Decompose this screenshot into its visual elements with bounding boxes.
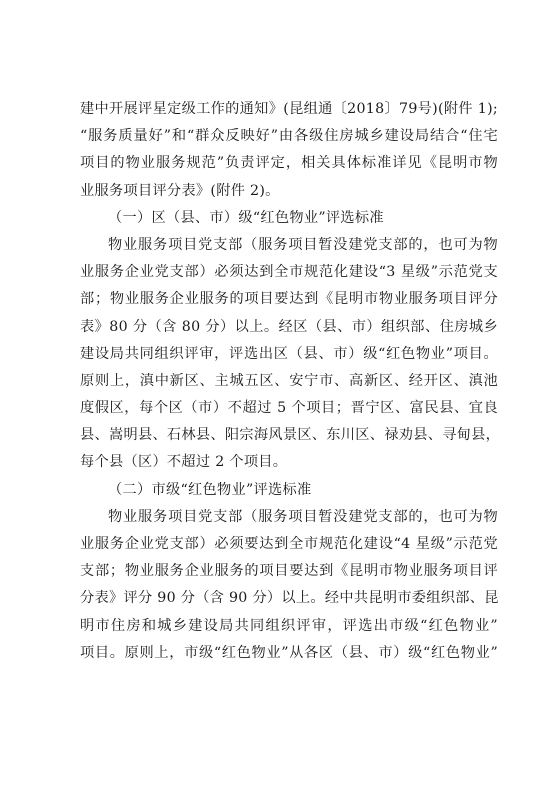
- body-line: 项目的物业服务规范”负责评定，相关具体标准详见《昆明市物: [80, 155, 498, 172]
- body-line: 业服务项目评分表》(附件 2)。: [80, 182, 280, 199]
- section-heading-city: （二）市级“红色物业”评选标准: [108, 481, 312, 498]
- document-body: [80, 96, 501, 667]
- body-line: 每个县（区）不超过 2 个项目。: [80, 454, 288, 471]
- body-line: 部；物业服务企业服务的项目要达到《昆明市物业服务项目评分: [80, 291, 498, 308]
- body-line: 建中开展评星定级工作的通知》(昆组通〔2018〕79号)(附件 1);: [80, 101, 498, 117]
- body-line: 项目。原则上，市级“红色物业”从各区（县、市）级“红色物业”: [80, 644, 498, 661]
- body-line: 物业服务项目党支部（服务项目暂没建党支部的，也可为物: [108, 236, 498, 253]
- body-line: 物业服务项目党支部（服务项目暂没建党支部的，也可为物: [108, 508, 498, 525]
- body-line: 表》80 分（含 80 分）以上。经区（县、市）组织部、住房城乡: [80, 318, 498, 335]
- body-line: 建设局共同组织评审，评选出区（县、市）级“红色物业”项目。: [80, 345, 498, 362]
- body-line: 支部；物业服务企业服务的项目要达到《昆明市物业服务项目评: [80, 563, 498, 580]
- body-line: 业服务企业党支部）必须达到全市规范化建设“3 星级”示范党支: [80, 264, 498, 281]
- body-line: 明市住房和城乡建设局共同组织评审，评选出市级“红色物业”: [80, 617, 498, 634]
- body-line: 分表》评分 90 分（含 90 分）以上。经中共昆明市委组织部、昆: [80, 590, 499, 607]
- body-line: “服务质量好”和“群众反映好”由各级住房城乡建设局结合“住宅: [80, 128, 498, 145]
- body-line: 原则上，滇中新区、主城五区、安宁市、高新区、经开区、滇池: [80, 372, 498, 389]
- body-line: 业服务企业党支部）必须要达到全市规范化建设“4 星级”示范党: [80, 536, 498, 552]
- section-heading-district: （一）区（县、市）级“红色物业”评选标准: [108, 209, 384, 226]
- body-line: 县、嵩明县、石林县、阳宗海风景区、东川区、禄劝县、寻甸县，: [80, 427, 501, 444]
- body-line: 度假区，每个区（市）不超过 5 个项目；晋宁区、富民县、宜良: [80, 400, 498, 417]
